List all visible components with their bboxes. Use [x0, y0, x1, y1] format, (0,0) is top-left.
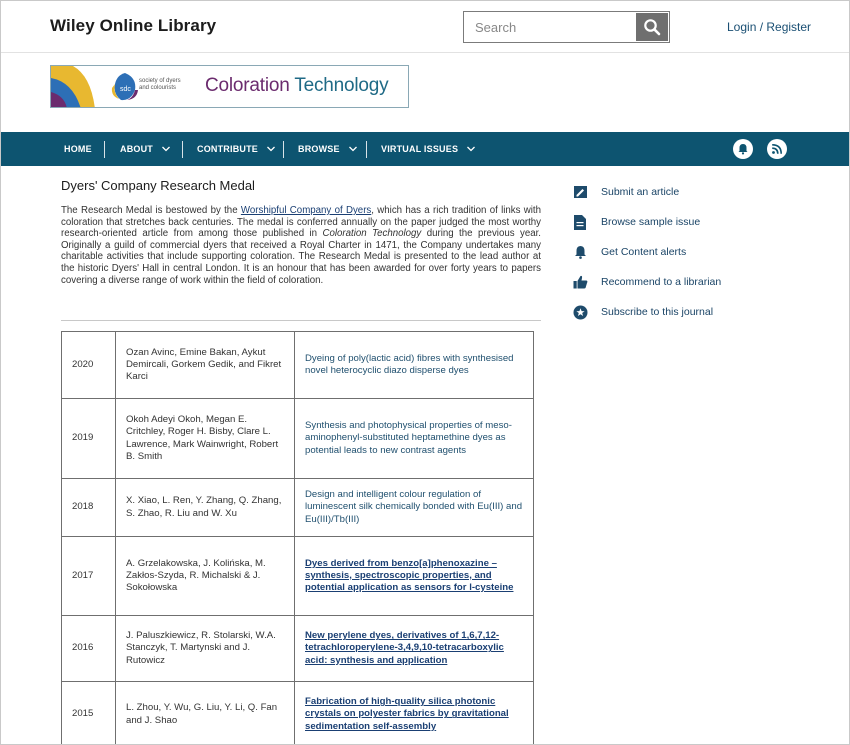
year-cell: 2018: [62, 479, 116, 537]
nav-contribute[interactable]: [197, 132, 276, 166]
sidebar-item-label: Get Content alerts: [601, 246, 687, 258]
table-row: [62, 399, 534, 479]
sidebar-item-label: Submit an article: [601, 186, 680, 198]
journal-title-part1: Coloration: [205, 75, 290, 96]
journal-nav: [1, 132, 849, 166]
rss-icon: [771, 143, 783, 155]
thumbs-up-icon: [572, 274, 588, 290]
nav-contribute-label: CONTRIBUTE: [197, 144, 258, 154]
paper-title-link[interactable]: Dyes derived from benzo[a]phenoxazine – synthesis, spectroscopic properties, and potential application as sensors for l-cysteine: [295, 537, 534, 616]
authors-cell: X. Xiao, L. Ren, Y. Zhang, Q. Zhang, S. Zhao, R. Liu and W. Xu: [116, 479, 295, 537]
nav-browse[interactable]: [298, 132, 358, 166]
table-row: [62, 682, 534, 745]
sidebar-recommend-librarian[interactable]: [572, 274, 721, 290]
login-register-label[interactable]: Login / Register: [727, 20, 812, 34]
journal-title: [205, 75, 388, 97]
alerts-button[interactable]: [733, 139, 753, 159]
worshipful-company-link[interactable]: Worshipful Company of Dyers: [240, 205, 372, 216]
intro-journal-name: Coloration Technology: [322, 228, 422, 240]
intro-text: The Research Medal is bestowed by the: [61, 205, 241, 216]
paper-title-cell: Design and intelligent colour regulation of luminescent silk chemically bonded with Eu(III) and Eu(III)/Tb(III): [295, 479, 534, 537]
journal-banner[interactable]: [50, 65, 409, 108]
star-badge-icon: [572, 304, 588, 320]
authors-cell: J. Paluszkiewicz, R. Stolarski, W.A. Stanczyk, T. Martynski and J. Rutowicz: [116, 616, 295, 682]
chevron-down-icon: [348, 144, 358, 154]
site-header: [1, 1, 849, 53]
sidebar-subscribe[interactable]: [572, 304, 713, 320]
chevron-down-icon: [466, 144, 476, 154]
paper-title-link[interactable]: New perylene dyes, derivatives of 1,6,7,12-tetrachloroperylene-3,4,9,10-tetracarboxylic acid: synthesis and application: [295, 616, 534, 682]
sidebar-content-alerts[interactable]: [572, 244, 686, 260]
year-cell: 2015: [62, 682, 116, 745]
search-box: [463, 11, 670, 43]
search-icon: [643, 18, 661, 36]
nav-divider: [283, 141, 284, 158]
nav-home-label: HOME: [64, 144, 92, 154]
intro-paragraph: [61, 205, 541, 286]
nav-virtual-issues-label: VIRTUAL ISSUES: [381, 144, 459, 154]
year-cell: 2020: [62, 332, 116, 399]
search-button[interactable]: [636, 13, 668, 41]
sidebar-browse-sample-issue[interactable]: [572, 214, 700, 230]
sidebar-item-label: Recommend to a librarian: [601, 276, 722, 288]
chevron-down-icon: [161, 144, 171, 154]
table-row: [62, 479, 534, 537]
search-input[interactable]: [464, 12, 636, 42]
document-icon: [572, 214, 588, 230]
paper-title-cell: Synthesis and photophysical properties of meso-aminophenyl-substituted heptamethine dyes as potential leads to new contrast agents: [295, 399, 534, 479]
section-divider: [61, 320, 541, 321]
bell-icon: [572, 244, 588, 260]
rss-button[interactable]: [767, 139, 787, 159]
sidebar-submit-article[interactable]: [572, 184, 679, 200]
authors-cell: A. Grzelakowska, J. Kolińska, M. Zakłos-Szyda, R. Michalski & J. Sokołowska: [116, 537, 295, 616]
sdc-logo-icon: [111, 72, 139, 102]
nav-browse-label: BROWSE: [298, 144, 340, 154]
year-cell: 2016: [62, 616, 116, 682]
authors-cell: Ozan Avinc, Emine Bakan, Aykut Demircali, Gorkem Gedik, and Fikret Karci: [116, 332, 295, 399]
medal-winners-table: [61, 331, 534, 745]
authors-cell: Okoh Adeyi Okoh, Megan E. Critchley, Roger H. Bisby, Clare L. Lawrence, Mark Wainwright, Robert B. Smith: [116, 399, 295, 479]
table-row: [62, 616, 534, 682]
login-register-link[interactable]: [727, 20, 811, 34]
year-cell: 2017: [62, 537, 116, 616]
svg-text:sdc: sdc: [120, 86, 131, 93]
paper-title-cell: Dyeing of poly(lactic acid) fibres with synthesised novel heterocyclic diazo disperse dyes: [295, 332, 534, 399]
authors-cell: L. Zhou, Y. Wu, G. Liu, Y. Li, Q. Fan and J. Shao: [116, 682, 295, 745]
edit-icon: [572, 184, 588, 200]
nav-divider: [366, 141, 367, 158]
nav-divider: [104, 141, 105, 158]
journal-title-part2: Technology: [289, 75, 389, 96]
site-logo[interactable]: Wiley Online Library: [50, 16, 217, 35]
intro-text: , which has a rich tradition of links with coloration that stretches back centuries. The medal is conferred annually on the paper judged the most worthy research-oriented article from among those published in: [61, 205, 542, 240]
table-row: [62, 332, 534, 399]
sidebar-item-label: Subscribe to this journal: [601, 306, 714, 318]
chevron-down-icon: [266, 144, 276, 154]
paper-title-link[interactable]: Fabrication of high-quality silica photonic crystals on polyester fabrics by gravitational sedimentation self-assembly: [295, 682, 534, 745]
nav-home[interactable]: [64, 132, 92, 166]
page-title: Dyers' Company Research Medal: [61, 178, 255, 193]
year-cell: 2019: [62, 399, 116, 479]
nav-virtual-issues[interactable]: [381, 132, 476, 166]
nav-divider: [182, 141, 183, 158]
intro-text: during the previous year. Originally a guild of commercial dyers that received a Royal Charter in 1471, the Company undertakes many charitable activities that include supporting coloration. The Research Medal is presented to the lead author at the historic Dyers' Hall in central London. It is an honour that has been awarded for over forty years to papers covering a diverse range of work within the field of coloration.: [61, 228, 541, 286]
sidebar-item-label: Browse sample issue: [601, 216, 701, 228]
bell-icon: [737, 143, 749, 155]
table-row: [62, 537, 534, 616]
sdc-name: society of dyers and colourists: [139, 78, 181, 91]
nav-about[interactable]: [120, 132, 171, 166]
nav-about-label: ABOUT: [120, 144, 153, 154]
